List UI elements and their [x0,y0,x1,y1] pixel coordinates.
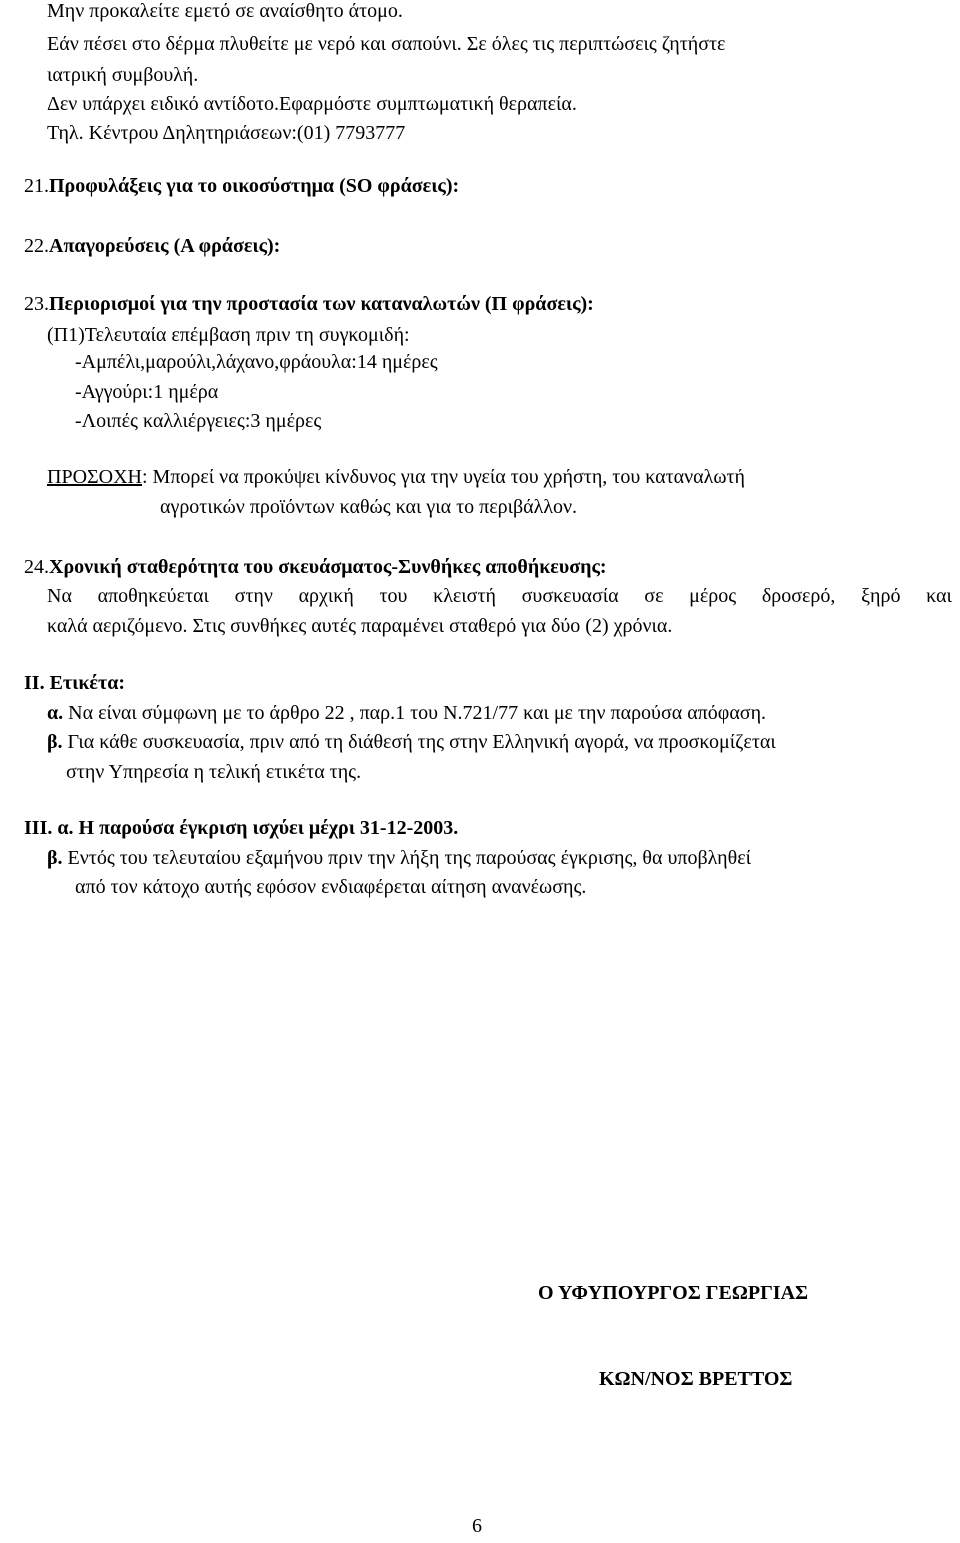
section-22-number: 22. [24,235,49,257]
warning-line-2: αγροτικών προϊόντων καθώς και για το περιβάλλον. [160,496,578,518]
page-number: 6 [472,1515,482,1537]
section-24-line-1 [47,583,952,609]
section-iii-heading: ΙΙΙ. α. Η παρούσα έγκριση ισχύει μέχρι 31-12-2003. [24,817,459,839]
section-ii-a-label: α. [47,702,64,724]
section-23-item-1: -Αμπέλι,μαρούλι,λάχανο,φράουλα:14 ημέρες [75,351,438,373]
s24-word: αποθηκεύεται [97,585,209,607]
s24-word: στην [234,585,273,607]
section-ii-b-line-2: στην Υπηρεσία η τελική ετικέτα της. [66,761,362,783]
s24-word: δροσερό, [761,585,836,607]
section-21-title: Προφυλάξεις για το οικοσύστημα (SO φράσεις): [49,175,460,197]
section-21-heading [24,173,459,199]
s24-word: συσκευασία [521,585,619,607]
section-23-p1: (Π1)Τελευταία επέμβαση πριν τη συγκομιδή: [47,324,410,346]
s24-word: και [926,585,952,607]
s24-word: κλειστή [433,585,496,607]
section-23-number: 23. [24,293,49,315]
section-22-title: Απαγορεύσεις (Α φράσεις): [49,235,281,257]
section-23-item-3: -Λοιπές καλλιέργειες:3 ημέρες [75,410,322,432]
section-23-heading [24,291,594,317]
s24-word: του [379,585,408,607]
section-23-item-2: -Αγγούρι:1 ημέρα [75,381,219,403]
section-24-title: Χρονική σταθερότητα του σκευάσματος-Συνθήκες αποθήκευσης: [49,556,607,578]
section-ii-b [47,729,776,755]
intro-line-5: Τηλ. Κέντρου Δηλητηριάσεων:(01) 7793777 [47,122,406,144]
section-23-title: Περιορισμοί για την προστασία των καταναλωτών (Π φράσεις): [49,293,594,315]
section-iii-b-line-2: από τον κάτοχο αυτής εφόσον ενδιαφέρεται αίτηση ανανέωσης. [75,876,587,898]
section-21-number: 21. [24,175,49,197]
s24-word: σε [644,585,664,607]
section-iii-b [47,845,751,871]
section-ii-heading: ΙΙ. Ετικέτα: [24,672,126,694]
signature-role: Ο ΥΦΥΠΟΥΡΓΟΣ ΓΕΩΡΓΙΑΣ [538,1282,809,1304]
section-ii-b-label: β. [47,731,63,753]
section-22-heading [24,233,280,259]
s24-word: αρχική [298,585,354,607]
section-24-line-2: καλά αεριζόμενο. Στις συνθήκες αυτές παραμένει σταθερό για δύο (2) χρόνια. [47,615,673,637]
warning-label: ΠΡΟΣΟΧΗ [47,466,142,488]
section-ii-a-text: Να είναι σύμφωνη με το άρθρο 22 , παρ.1 του Ν.721/77 και με την παρούσα απόφαση. [63,702,767,724]
warning-text: : Μπορεί να προκύψει κίνδυνος για την υγεία του χρήστη, του καταναλωτή [141,466,745,488]
section-ii-b-text: Για κάθε συσκευασία, πριν από τη διάθεσή της στην Ελληνική αγορά, να προσκομίζεται [62,731,776,753]
intro-line-2: Εάν πέσει στο δέρμα πλυθείτε με νερό και σαπούνι. Σε όλες τις περιπτώσεις ζητήστε [47,33,726,55]
section-24-number: 24. [24,556,49,578]
s24-word: Να [47,585,72,607]
s24-word: μέρος [689,585,737,607]
section-24-heading [24,554,607,580]
signature-name: ΚΩΝ/ΝΟΣ ΒΡΕΤΤΟΣ [599,1368,793,1390]
section-ii-a [47,700,766,726]
section-iii-b-text: Εντός του τελευταίου εξαμήνου πριν την λήξη της παρούσας έγκρισης, θα υποβληθεί [62,847,751,869]
warning-line-1 [47,464,745,490]
intro-line-1: Μην προκαλείτε εμετό σε αναίσθητο άτομο. [47,0,403,22]
intro-line-3: ιατρική συμβουλή. [47,64,199,86]
section-iii-b-label: β. [47,847,63,869]
s24-word: ξηρό [861,585,901,607]
intro-line-4: Δεν υπάρχει ειδικό αντίδοτο.Εφαρμόστε συμπτωματική θεραπεία. [47,93,577,115]
